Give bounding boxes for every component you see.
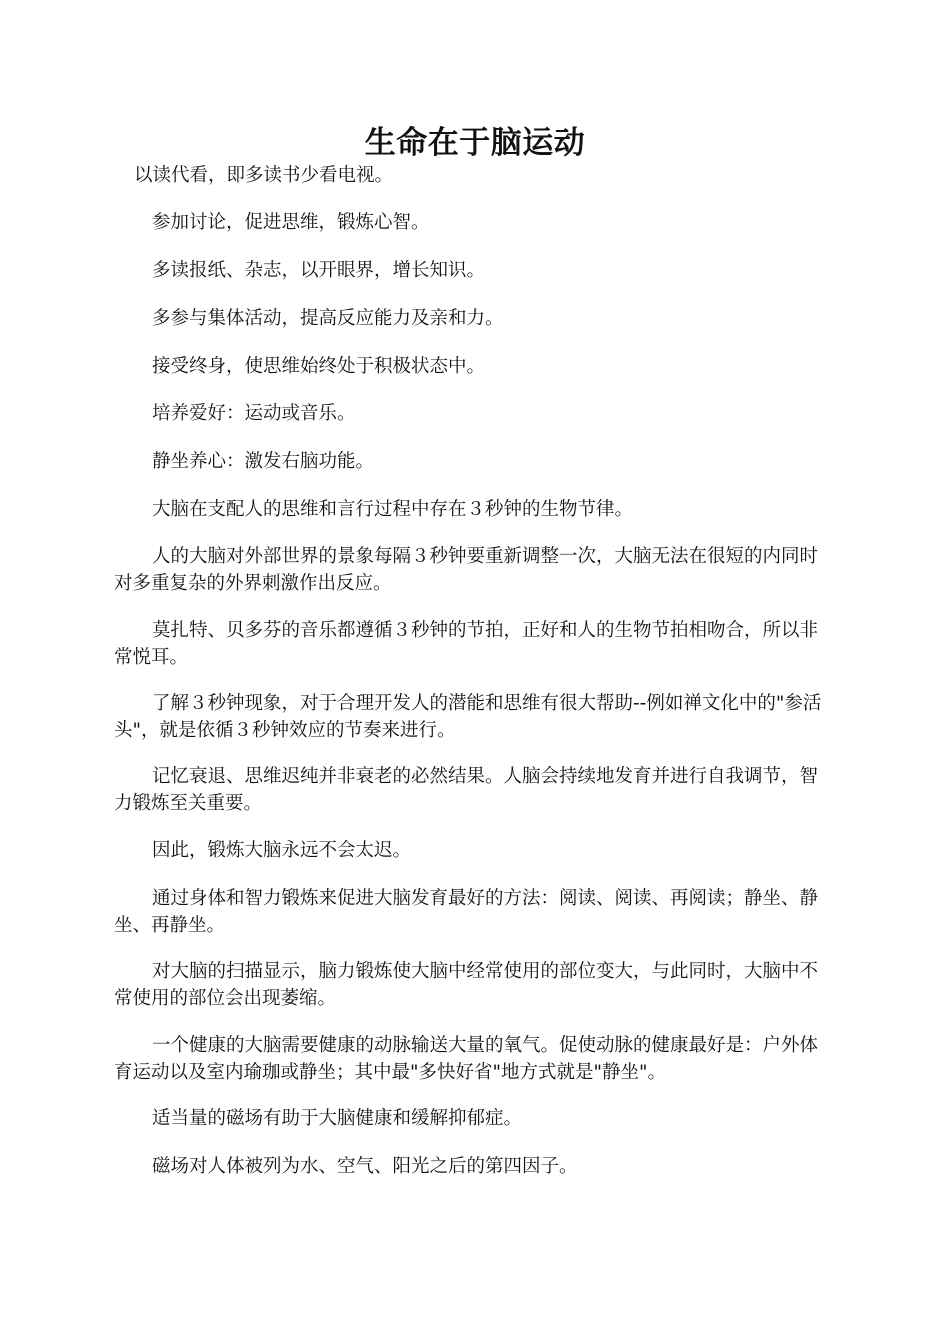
- paragraph-2: 参加讨论，促进思维，锻炼心智。: [152, 212, 430, 233]
- paragraph-6: 培养爱好：运动或音乐。: [152, 403, 356, 424]
- paragraph-8: 大脑在支配人的思维和言行过程中存在３秒钟的生物节律。: [152, 499, 634, 520]
- paragraph-5: 接受终身，使思维始终处于积极状态中。: [152, 356, 486, 377]
- paragraph-10: 莫扎特、贝多芬的音乐都遵循３秒钟的节拍，正好和人的生物节拍相吻合，所以非常悦耳。: [114, 620, 819, 668]
- paragraph-9: 人的大脑对外部世界的景象每隔３秒钟要重新调整一次，大脑无法在很短的内同时对多重复杂的外界刺激作出反应。: [114, 546, 819, 594]
- paragraph-12: 记忆衰退、思维迟纯并非衰老的必然结果。人脑会持续地发育并进行自我调节，智力锻炼至关重要。: [114, 766, 819, 814]
- paragraph-15: 对大脑的扫描显示，脑力锻炼使大脑中经常使用的部位变大，与此同时，大脑中不常使用的部位会出现萎缩。: [114, 961, 819, 1009]
- paragraph-3: 多读报纸、杂志，以开眼界，增长知识。: [152, 260, 486, 281]
- paragraph-18: 磁场对人体被列为水、空气、阳光之后的第四因子。: [152, 1156, 578, 1177]
- paragraph-7: 静坐养心：激发右脑功能。: [152, 451, 375, 472]
- paragraph-1: 以读代看，即多读书少看电视。: [134, 165, 394, 186]
- paragraph-17: 适当量的磁场有助于大脑健康和缓解抑郁症。: [152, 1108, 523, 1129]
- paragraph-16: 一个健康的大脑需要健康的动脉输送大量的氧气。促使动脉的健康最好是：户外体育运动以及室内瑜珈或静坐；其中最"多快好省"地方式就是"静坐"。: [114, 1035, 819, 1083]
- paragraph-4: 多参与集体活动，提高反应能力及亲和力。: [152, 308, 504, 329]
- document-title: 生命在于脑运动: [364, 125, 586, 161]
- paragraph-11: 了解３秒钟现象，对于合理开发人的潜能和思维有很大帮助--例如禅文化中的"参活头"，就是依循３秒钟效应的节奏来进行。: [114, 693, 822, 741]
- paragraph-14: 通过身体和智力锻炼来促进大脑发育最好的方法：阅读、阅读、再阅读；静坐、静坐、再静坐。: [114, 888, 819, 936]
- paragraph-13: 因此，锻炼大脑永远不会太迟。: [152, 840, 412, 861]
